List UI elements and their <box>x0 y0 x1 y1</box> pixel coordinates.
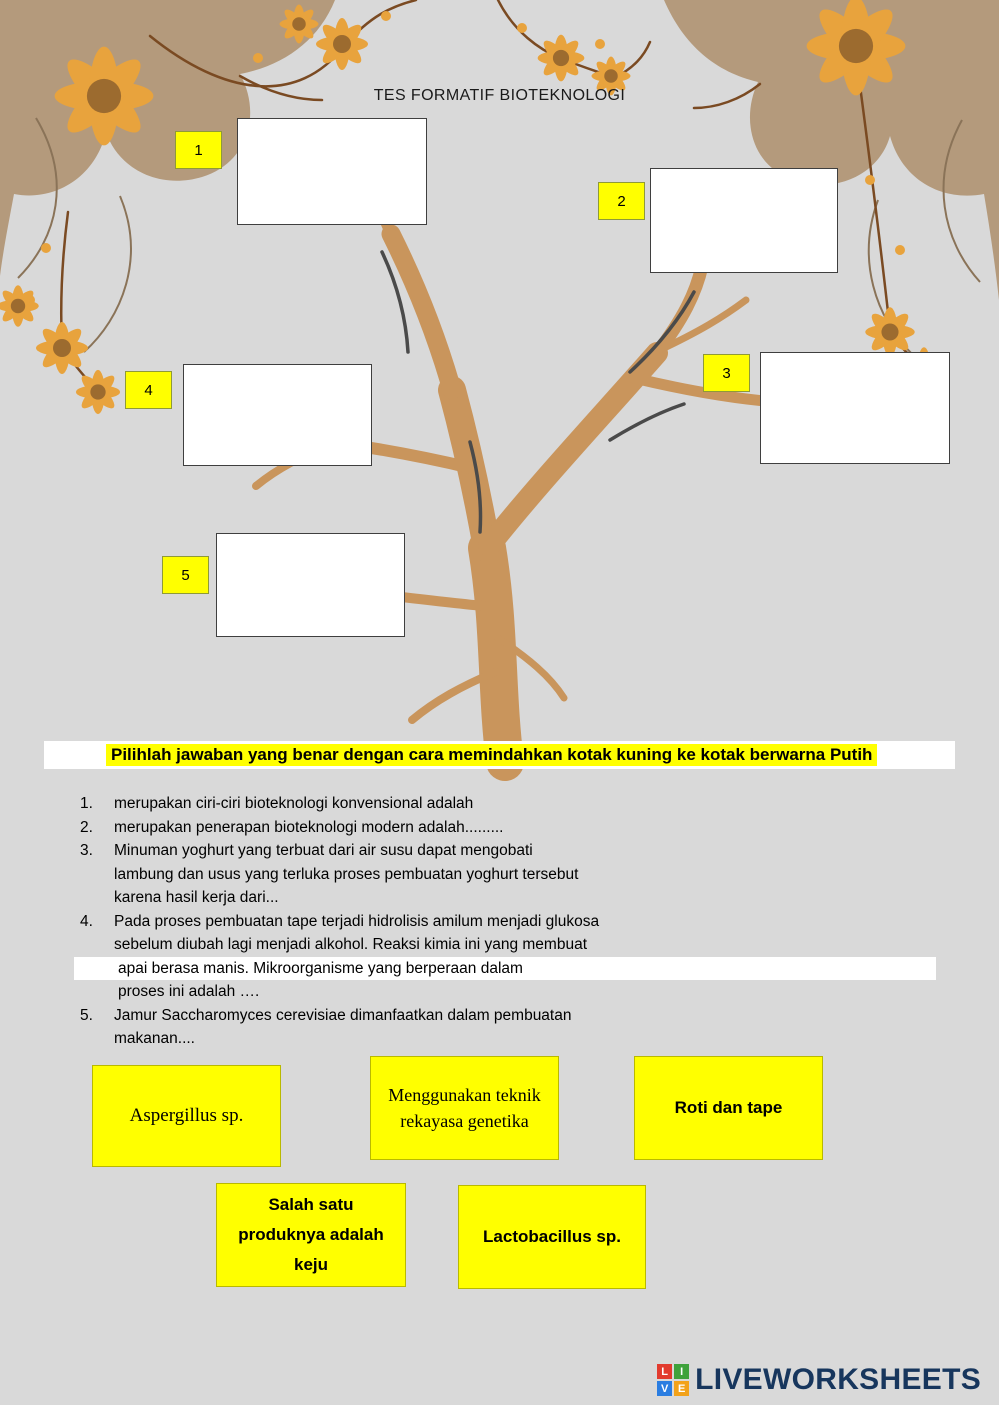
target-label-5: 5 <box>162 556 209 594</box>
target-label-1: 1 <box>175 131 222 169</box>
target-label-2: 2 <box>598 182 645 220</box>
question-text: Pada proses pembuatan tape terjadi hidrolisis amilum menjadi glukosa <box>114 912 600 930</box>
answer-label: Aspergillus sp. <box>129 1105 244 1126</box>
bottom-white-strip <box>0 1405 999 1413</box>
question-text: sebelum diubah lagi menjadi alkohol. Reaksi kimia ini yang membuat <box>114 936 587 953</box>
answer-label: Lactobacillus sp. <box>483 1227 621 1246</box>
question-item-2 <box>80 816 700 840</box>
question-item-5 <box>80 1004 700 1051</box>
question-text: proses ini adalah …. <box>118 983 260 1000</box>
question-text: merupakan penerapan bioteknologi modern adalah......... <box>114 818 504 836</box>
drop-box-1[interactable] <box>237 118 427 225</box>
question-number: 4. <box>80 912 93 930</box>
question-item-1 <box>80 792 700 816</box>
answer-card-rekayasa-genetika[interactable] <box>370 1056 559 1160</box>
question-number: 1. <box>80 795 93 812</box>
target-label-3: 3 <box>703 354 750 392</box>
question-number: 2. <box>80 818 93 836</box>
target-label-4: 4 <box>125 371 172 409</box>
instruction-bar <box>44 741 955 769</box>
answer-label: Menggunakan teknik rekayasa genetika <box>388 1085 541 1131</box>
liveworksheets-logo[interactable] <box>657 1363 981 1397</box>
answer-card-roti-dan-tape[interactable] <box>634 1056 823 1160</box>
liveworksheets-logo-icon: L I V E <box>657 1364 689 1396</box>
question-list <box>80 792 700 1051</box>
answer-card-keju[interactable] <box>216 1183 406 1287</box>
question-item-3 <box>80 839 700 910</box>
question-number: 5. <box>80 1006 93 1024</box>
question-text: apai berasa manis. Mikroorganisme yang berperaan dalam <box>74 957 936 981</box>
question-text: Jamur Saccharomyces cerevisiae dimanfaatkan dalam pembuatan <box>114 1006 572 1024</box>
drop-box-2[interactable] <box>650 168 838 273</box>
answer-card-aspergillus[interactable] <box>92 1065 281 1167</box>
page-title: TES FORMATIF BIOTEKNOLOGI <box>373 87 626 104</box>
answer-card-lactobacillus[interactable] <box>458 1185 646 1289</box>
drop-box-5[interactable] <box>216 533 405 637</box>
drop-box-3[interactable] <box>760 352 950 464</box>
answer-label: Roti dan tape <box>674 1098 783 1117</box>
question-text: karena hasil kerja dari... <box>114 889 279 906</box>
question-text: Minuman yoghurt yang terbuat dari air susu dapat mengobati <box>114 842 533 859</box>
question-text: merupakan ciri-ciri bioteknologi konvensional adalah <box>114 795 474 812</box>
question-text: lambung dan usus yang terluka proses pembuatan yoghurt tersebut <box>114 865 579 883</box>
question-number: 3. <box>80 842 93 859</box>
brand-text: LIVEWORKSHEETS <box>695 1363 981 1396</box>
question-text: makanan.... <box>114 1030 195 1047</box>
instruction-text: Pilihlah jawaban yang benar dengan cara memindahkan kotak kuning ke kotak berwarna Putih <box>106 744 877 766</box>
drop-box-4[interactable] <box>183 364 372 466</box>
answer-label: Salah satu produknya adalah keju <box>238 1195 384 1274</box>
question-item-4 <box>80 910 700 1004</box>
